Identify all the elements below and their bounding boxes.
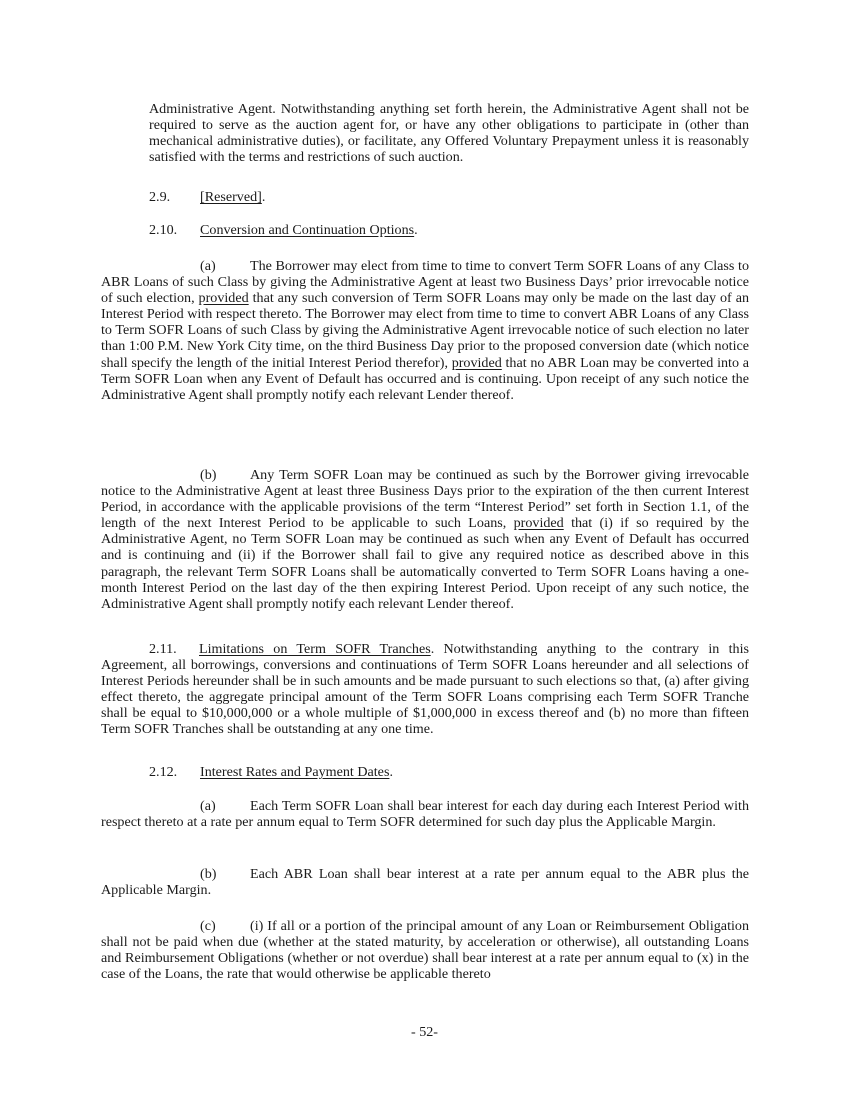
section-2-9-heading	[149, 189, 265, 205]
section-2-10-heading	[149, 222, 418, 238]
section-number: 2.11.	[149, 641, 177, 657]
intro-paragraph	[149, 101, 749, 165]
paragraph-text: that (i) if so required by the Administrative Agent, no Term SOFR Loan may be continued as such when any Event of Default has occurred and is continuing and (ii) if the Borrower shall fail to give any required notice as described above in this paragraph, the relevant Term SOFR Loans shall be automatically converted to Term SOFR Loans having a one-month Interest Period on the last day of the then expiring Interest Period. Upon receipt of any such notice, the Administrative Agent shall promptly notify each relevant Lender thereof.	[101, 515, 749, 612]
section-title: Conversion and Continuation Options	[200, 222, 415, 238]
section-2-10-b-paragraph	[101, 467, 749, 612]
section-2-12-heading	[149, 764, 393, 780]
proviso-term: provided	[513, 515, 564, 532]
paragraph-label: (a)	[200, 258, 216, 274]
paragraph-label: (b)	[200, 866, 217, 882]
section-2-10-a-paragraph	[101, 258, 749, 403]
paragraph-label: (b)	[200, 467, 217, 483]
section-number: 2.9.	[149, 189, 171, 205]
section-2-12-c-paragraph	[101, 918, 749, 982]
section-number: 2.12.	[149, 764, 178, 780]
paragraph-text: Each ABR Loan shall bear interest at a rate per annum equal to the ABR plus the Applicable Margin.	[101, 866, 749, 899]
section-2-12-b-paragraph	[101, 866, 749, 898]
section-title: Limitations on Term SOFR Tranches	[199, 641, 431, 657]
paragraph-text: (i) If all or a portion of the principal amount of any Loan or Reimbursement Obligation shall not be paid when due (whether at the stated maturity, by acceleration or otherwise), all outstanding Loans and Reimbursement Obligations (whether or not overdue) shall bear interest at a rate per annum equal to (x) in the case of the Loans, the rate that would otherwise be applicable thereto	[101, 918, 749, 983]
paragraph-text: that any such conversion of Term SOFR Loans may only be made on the last day of an Interest Period with respect thereto. The Borrower may elect from time to time to convert ABR Loans of any Class to Term SOFR Loans of such Class by giving the Administrative Agent irrevocable notice of such election no later than 1:00 P.M. New York City time, on the third Business Day prior to the proposed conversion date (which notice shall specify the length of the initial Interest Period therefor),	[101, 290, 749, 371]
paragraph-text: Any Term SOFR Loan may be continued as such by the Borrower giving irrevocable notice to the Administrative Agent at least three Business Days prior to the expiration of the then current Interest Period, in accordance with the applicable provisions of the term “Interest Period” set forth in Section 1.1, of the length of the next Interest Period to be applicable to such Loans,	[101, 467, 749, 532]
section-title: Interest Rates and Payment Dates	[200, 764, 390, 780]
proviso-term: provided	[451, 354, 502, 371]
section-number: 2.10.	[149, 222, 178, 238]
section-2-11-paragraph	[101, 641, 749, 738]
intro-text: Administrative Agent. Notwithstanding anything set forth herein, the Administrative Agent shall not be required to serve as the auction agent for, or have any other obligations to participate in (other than mechanical administrative duties), or facilitate, any Offered Voluntary Prepayment unless it is reasonably satisfied with the terms and restrictions of such auction.	[149, 101, 749, 166]
section-title: [Reserved]	[200, 189, 262, 205]
section-2-12-a-paragraph	[101, 798, 749, 830]
section-title-end: .	[414, 222, 418, 238]
paragraph-label: (a)	[200, 798, 216, 814]
paragraph-label: (c)	[200, 918, 216, 934]
paragraph-text: . Notwithstanding anything to the contrary in this Agreement, all borrowings, conversions and continuations of Term SOFR Loans hereunder and all selections of Interest Periods hereunder shall be in such amounts and be made pursuant to such elections so that, (a) after giving effect thereto, the aggregate principal amount of the Term SOFR Loans comprising each Term SOFR Tranche shall be equal to $10,000,000 or a whole multiple of $1,000,000 in excess thereof and (b) no more than fifteen Term SOFR Tranches shall be outstanding at any one time.	[101, 641, 749, 738]
page-number: - 52-	[410, 1024, 438, 1040]
paragraph-text: The Borrower may elect from time to time to convert Term SOFR Loans of any Class to ABR Loans of such Class by giving the Administrative Agent at least two Business Days’ prior irrevocable notice of such election,	[101, 258, 749, 307]
section-title-end: .	[261, 189, 266, 205]
section-title-end: .	[389, 764, 393, 780]
paragraph-text: Each Term SOFR Loan shall bear interest for each day during each Interest Period with respect thereto at a rate per annum equal to Term SOFR determined for such day plus the Applicable Margin.	[101, 798, 749, 831]
paragraph-text: that no ABR Loan may be converted into a Term SOFR Loan when any Event of Default has occurred and is continuing. Upon receipt of any such notice the Administrative Agent shall promptly notify each relevant Lender thereof.	[101, 354, 749, 403]
proviso-term: provided	[198, 290, 249, 307]
